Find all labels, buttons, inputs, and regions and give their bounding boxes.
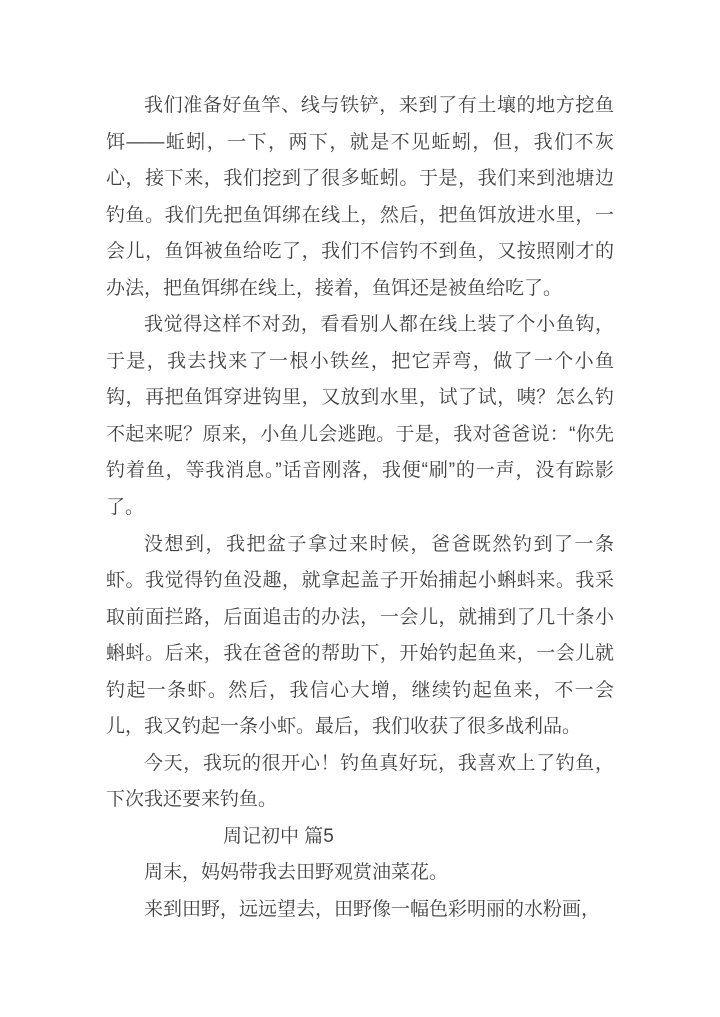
section-heading-pian-5: 周记初中 篇5 xyxy=(223,825,334,847)
paragraph-fishing-catch: 没想到，我把盆子拿过来时候，爸爸既然钓到了一条虾。我觉得钓鱼没趣，就拿起盖子开始捕起小蝌蚪来。我采取前面拦路，后面追击的办法，一会儿，就捕到了几十条小蝌蚪。后来，我在爸爸的帮助下，开始钓起鱼来，一会儿就钓起一条虾。然后，我信心大增，继续钓起鱼来，不一会儿，我又钓起一条小虾。最后，我们收获了很多战利品。 xyxy=(106,533,614,738)
essay-content xyxy=(106,88,614,929)
paragraph-fishing-conclusion: 今天，我玩的很开心！钓鱼真好玩，我喜欢上了钓鱼，下次我还要来钓鱼。 xyxy=(106,752,614,811)
paragraph-field-intro: 周末，妈妈带我去田野观赏油菜花。 xyxy=(144,862,449,884)
paragraph-field-view: 来到田野，远远望去，田野像一幅色彩明丽的水粉画， xyxy=(144,899,601,921)
paragraph-fishing-hook: 我觉得这样不对劲，看看别人都在线上装了个小鱼钩，于是，我去找来了一根小铁丝，把它弄弯，做了一个小鱼钩，再把鱼饵穿进钩里，又放到水里，试了试，咦？怎么钓不起来呢？原来，小鱼儿会逃跑。于是，我对爸爸说：“你先钓着鱼，等我消息。”话音刚落，我便“刷”的一声，没有踪影了。 xyxy=(106,314,614,519)
paragraph-fishing-preparation: 我们准备好鱼竿、线与铁铲，来到了有土壤的地方挖鱼饵——蚯蚓，一下，两下，就是不见蚯蚓，但，我们不灰心，接下来，我们挖到了很多蚯蚓。于是，我们来到池塘边钓鱼。我们先把鱼饵绑在线上，然后，把鱼饵放进水里，一会儿，鱼饵被鱼给吃了，我们不信钓不到鱼，又按照刚才的办法，把鱼饵绑在线上，接着，鱼饵还是被鱼给吃了。 xyxy=(106,95,614,299)
